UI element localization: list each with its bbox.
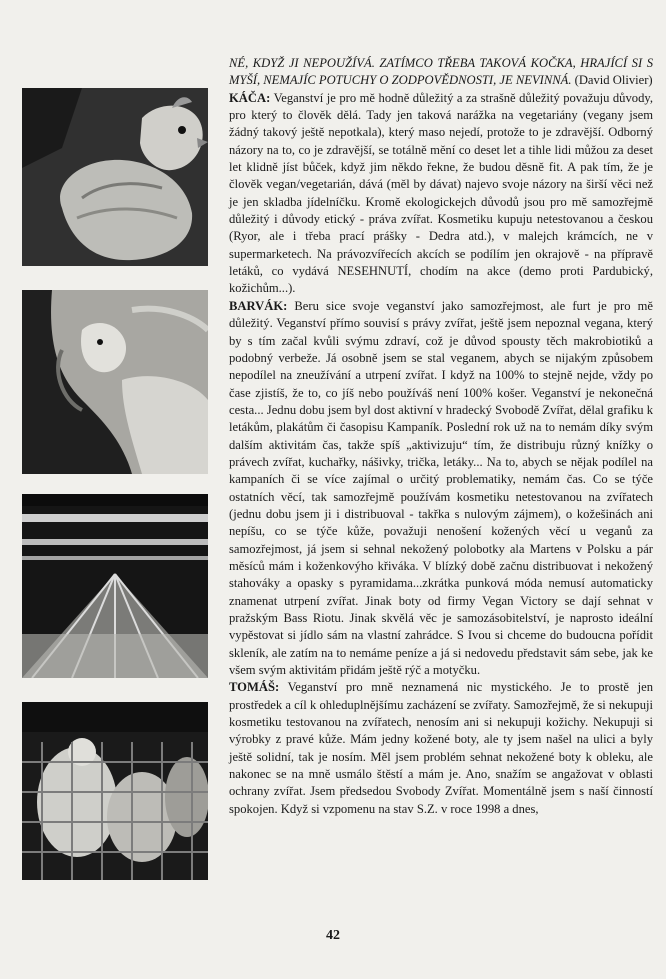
answer-text: Beru sice svoje veganství jako samozřejmost, ale furt je pro mě důležitý. Veganství přímo souvisí s právy zvířat, ještě jsem nepoznal vegana, který by s tím začal kvůli svýmu zdraví, což je důvod spousty těch makrobiotiků a podobný verbeže. Já osobně jsem se stal veganem, abych se nijakým způsobem nepodílel na zneužívání a utrpení zvířat. I když na 100% to stejně nejde, vždy po čase zjistíš, že to, co jíš nebo používáš není 100% košer. Veganství je nekonečná cesta... Jednu dobu jsem byl dost aktivní v hradecký Svobodě Zvířat, dělal grafiku k letákům, plakátům či časopisu Kampaník. Poslední rok už na to nemám díky svým dalším aktivitám čas, takže spíš „aktivizuju“ tím, že distribuju různý knížky o právech zvířat, kuchařky, nášivky, trička, letáky... Na to, abych se nějak podílel na kampaních či se více zajímal o určitý problematiky, nemám čas. Co se týče ostatních věcí, tak samozřejmě používám kosmetiku netestovanou na zvířatech (jednu dobu jsem ji i distribuoval - takřka s nulovým zájmem), o kožešinách ani nepíšu, co se týče kůže, považuji nenošení kožených věcí u veganů za samozřejmost, já jsem si sehnal nekožený polobotky ala Martens v Polsku a pár měsíců mám i koženkovýho křiváka. V blízký době začnu distribuovat i nekožený stahováky a opasky s pyramidama...zkrátka punková móda nemusí automaticky znamenat utrpení zvířat. Jinak boty od firmy Vegan Victory se dají sehnat v pražským Bass Riotu. Jinak skvělá věc je samozásobitelství, je naprosto ideální vypěstovat si jídlo sám na vlastní zahrádce. S Ivou si chceme do budoucna pořídit skleník, ale zatím na to nemáme peníze a já si nedovedu představit sám sebe, jak ke všem svým aktivitám přidám ještě rýč a motyčku. [229,298,653,678]
hand-holding-chick-photo [22,290,208,474]
interview-answer [229,298,653,680]
interview-answer [229,90,653,298]
caged-hens-photo [22,702,208,880]
quote-end-text: NÉ, KDYŽ JI NEPOUŽÍVÁ. ZATÍMCO TŘEBA TAKOVÁ KOČKA, HRAJÍCÍ SI S MYŠÍ, NEMAJÍC POTUCHY O ZODPOVĚDNOSTI, JE NEVINNÁ. [229,56,653,88]
quote-attribution: (David Olivier) [574,73,653,88]
speaker-name: BARVÁK: [229,298,288,313]
broiler-barn-interior-photo [22,494,208,678]
speaker-name: KÁČA: [229,90,271,105]
speaker-name: TOMÁŠ: [229,680,280,695]
answer-text: Veganství pro mně neznamená nic mystického. Je to prostě jen prostředek a cíl k ohleduplnějšímu zacházení se zvířaty. Samozřejmě, že si nekupuji kosmetiku testovanou na zvířatech, nenosím ani si nekupuji kožichy. Nekupuji si výrobky z pravé kůže. Mám jedny kožené boty, ale ty jsem našel na ulici a byly ještě solidní, tak je nosím. Měl jsem problém sehnat nekožené boty k obleku, ale nakonec se na mně usmálo štěstí a mám je. Ano, snažím se angažovat v oblasti ochrany zvířat. Jsem předsedou Svobody Zvířat. Momentálně jsem s naší činností spokojen. Když si vzpomenu na stav S.Z. v roce 1998 a dnes, [229,680,654,816]
chicken-in-hand-photo [22,88,208,266]
page-number: 42 [326,928,340,943]
quote-paragraph [229,55,653,90]
answer-text: Veganství je pro mě hodně důležitý a za strašně důležitý považuju důvody, pro který to člověk dělá. Tady jen taková narážka na vegetariány (vegany jsem žádný takový ještě nepotkala), který maso nejedí, protože to je zdravější. Odborný názory na to, co je zdravější, se totálně mění co deset let a tihle lidi můžou za deset let klidně jíst bůček, když jim někdo řekne, že budou děsně fit. A pak tím, že je člověk vegan/vegetarián, dává (měl by dávat) najevo svoje názory na širší věci než je jen skladba jídelníčku. Kromě ekologickejch důvodů jsou pro mě samozřejmě důležitý i důvody etický - práva zvířat. Kosmetiku kupuju netestovanou a českou (Ryor, ale i třeba prací prášky - Dedra atd.), v malejch krámcích, ne v supermarketech. Na právozvířecích akcích se podílím jen okrajově - na přípravě letáků, co vydává NESEHNUTÍ, chodím na akce (demo proti Pardubický, kožichům...). [229,90,653,296]
interview-answer [229,679,653,818]
article-text-column [229,55,653,818]
